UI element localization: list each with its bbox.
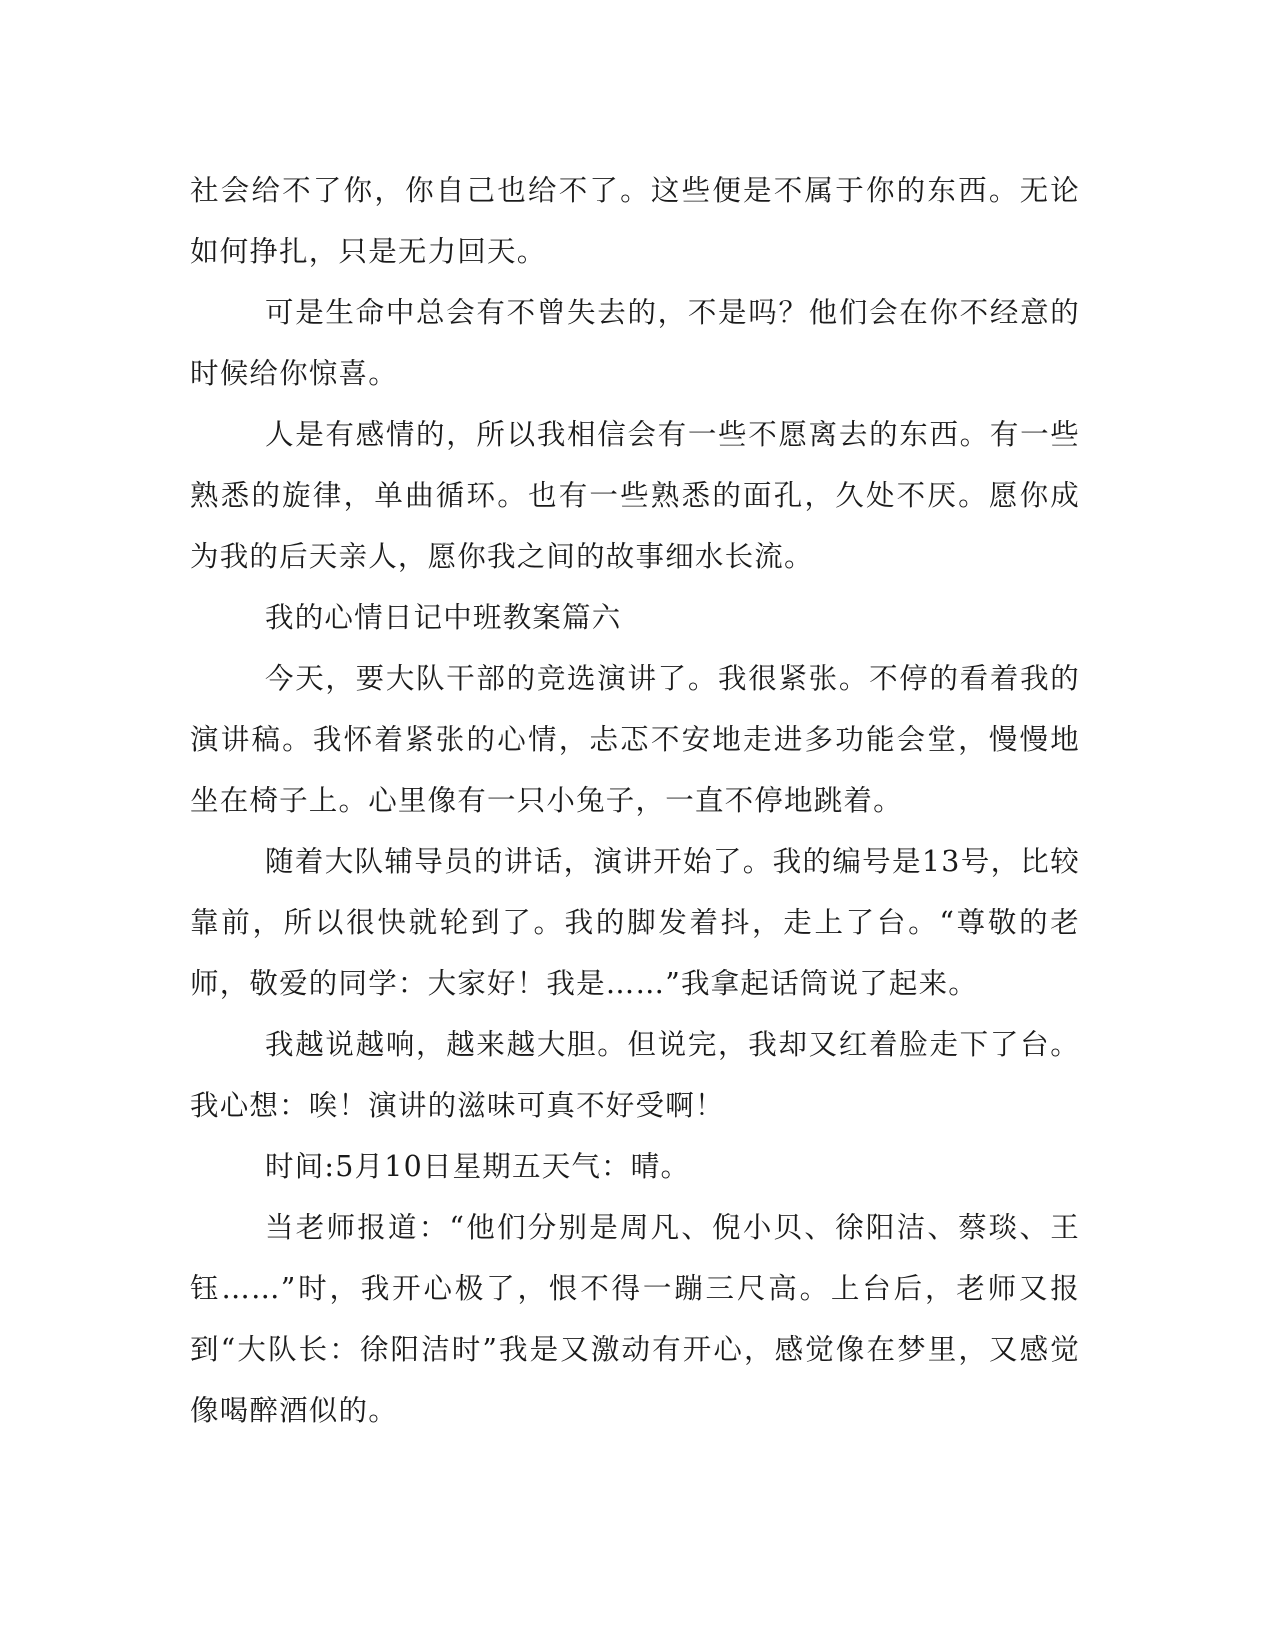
paragraph-9: 当老师报道：“他们分别是周凡、倪小贝、徐阳洁、蔡琰、王钰……”时，我开心极了，恨不得一蹦三尺高。上台后，老师又报到“大队长：徐阳洁时”我是又激动有开心，感觉像在梦里，又感觉像喝醉酒似的。: [190, 1211, 1080, 1427]
paragraph-3: 人是有感情的，所以我相信会有一些不愿离去的东西。有一些熟悉的旋律，单曲循环。也有一些熟悉的面孔，久处不厌。愿你成为我的后天亲人，愿你我之间的故事细水长流。: [190, 418, 1080, 573]
paragraph-2: 可是生命中总会有不曾失去的，不是吗？他们会在你不经意的时候给你惊喜。: [190, 296, 1080, 390]
paragraph-7: 我越说越响，越来越大胆。但说完，我却又红着脸走下了台。我心想：唉！演讲的滋味可真不好受啊！: [190, 1028, 1080, 1122]
section-heading: 我的心情日记中班教案篇六: [265, 601, 622, 634]
paragraph-5: 今天，要大队干部的竞选演讲了。我很紧张。不停的看着我的演讲稿。我怀着紧张的心情，忐忑不安地走进多功能会堂，慢慢地坐在椅子上。心里像有一只小兔子，一直不停地跳着。: [190, 662, 1080, 817]
paragraph-6: 随着大队辅导员的讲话，演讲开始了。我的编号是13号，比较靠前，所以很快就轮到了。我的脚发着抖，走上了台。“尊敬的老师，敬爱的同学：大家好！我是……”我拿起话筒说了起来。: [190, 845, 1080, 1000]
document-body: [190, 160, 1080, 1441]
paragraph-1: 社会给不了你，你自己也给不了。这些便是不属于你的东西。无论如何挣扎，只是无力回天。: [190, 174, 1080, 268]
date-weather-line: 时间:5月10日星期五天气：晴。: [265, 1150, 691, 1183]
